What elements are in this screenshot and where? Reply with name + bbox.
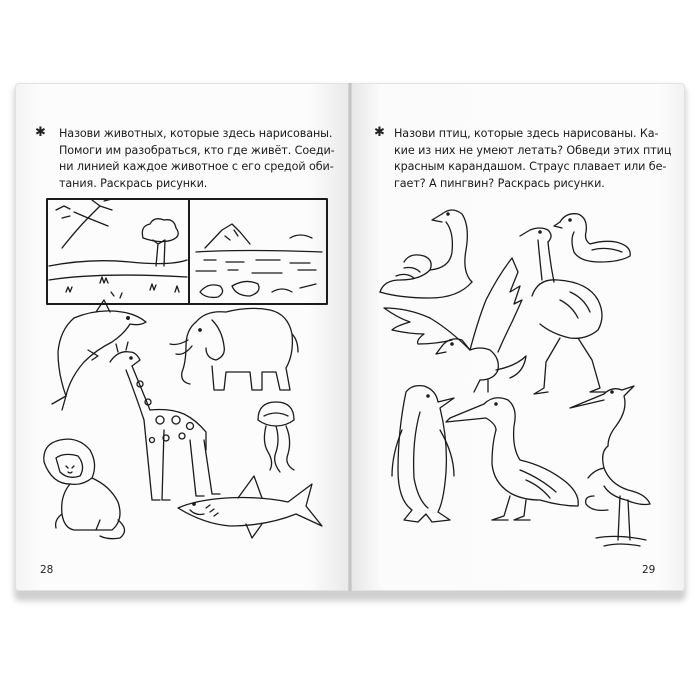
penguin-drawing: [392, 386, 454, 522]
left-instruction-line: Назови животных, которые здесь нарисованы.: [59, 127, 333, 140]
pelican-drawing: [446, 398, 578, 520]
giraffe-drawing: [110, 342, 220, 500]
right-instruction-line: гает? А пингвин? Раскрась рисунки.: [394, 176, 605, 190]
shark-drawing: [178, 476, 322, 538]
left-instruction-line: тания. Раскрась рисунки.: [59, 176, 208, 190]
swan-drawing: [380, 210, 472, 298]
jellyfish-drawing: [258, 402, 294, 472]
lion-drawing: [44, 439, 125, 539]
eagle-drawing: [384, 258, 526, 392]
left-instruction-line: Помоги им разобраться, кто где живёт. Соеди-: [59, 143, 335, 157]
elephant-drawing: [170, 308, 298, 390]
duck-drawing: [554, 214, 630, 262]
left-instruction-line: ни линией каждое животное с его средой оби-: [59, 160, 334, 174]
heron-drawing: [570, 386, 650, 546]
right-instruction-line: Назови птиц, которые здесь нарисованы. Ка-: [394, 127, 659, 140]
right-instruction-line: кие из них не умеют летать? Обведи этих птиц: [394, 143, 672, 157]
left-bullet-icon: ✱: [35, 125, 46, 140]
sea-habitat-panel: [189, 199, 327, 304]
savanna-habitat-panel: [47, 199, 189, 304]
right-page-number: 29: [642, 564, 656, 576]
right-instruction-line: красным карандашом. Страус плавает или бе-: [394, 160, 667, 174]
ostrich-drawing: [520, 228, 606, 394]
left-page-number: 28: [40, 564, 54, 576]
right-bullet-icon: ✱: [374, 125, 385, 140]
dolphin-drawing: [52, 300, 146, 410]
